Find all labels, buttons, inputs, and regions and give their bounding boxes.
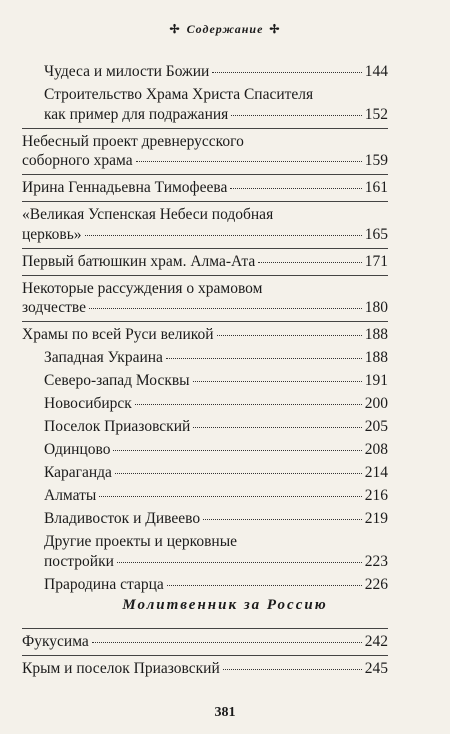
toc-entry-title-line: Поселок Приазовский bbox=[44, 418, 191, 435]
toc-entry-title-line: церковь» bbox=[22, 225, 82, 243]
toc-entry-title-line: Другие проекты и церковные bbox=[44, 533, 238, 550]
toc-entry-title-line: Северо-запад Москвы bbox=[44, 372, 190, 389]
toc-entry-title-line: Караганда bbox=[44, 464, 112, 481]
toc-entry-title-line: «Великая Успенская Небеси подобная bbox=[22, 206, 274, 223]
toc-entry bbox=[22, 321, 388, 345]
toc-page-number: 144 bbox=[364, 63, 388, 80]
dot-leader bbox=[85, 235, 362, 236]
toc-entry bbox=[22, 128, 388, 171]
toc-entry-title-line: Храмы по всей Руси великой bbox=[22, 326, 214, 343]
toc-entry bbox=[22, 628, 388, 652]
toc-page-number: 188 bbox=[364, 349, 388, 366]
toc-entry bbox=[22, 275, 388, 318]
toc-entry bbox=[44, 509, 388, 529]
toc-page-number: 165 bbox=[364, 225, 388, 243]
toc-page-number: 205 bbox=[364, 418, 388, 435]
toc-entry bbox=[44, 85, 388, 124]
running-head bbox=[0, 22, 450, 37]
toc-entry-title-line: Одинцово bbox=[44, 441, 111, 458]
dot-leader bbox=[217, 335, 362, 336]
toc-page-number: 219 bbox=[364, 510, 388, 527]
toc-page-number: 208 bbox=[364, 441, 388, 458]
toc-page-number: 242 bbox=[364, 633, 388, 650]
toc-entry bbox=[44, 348, 388, 368]
toc-page-number: 191 bbox=[364, 372, 388, 389]
toc-entry-title-line: Фукусима bbox=[22, 633, 89, 650]
dot-leader bbox=[166, 358, 362, 359]
toc-entry-title-line: Алматы bbox=[44, 487, 97, 504]
toc-entry-title-line: постройки bbox=[44, 552, 114, 570]
toc-entry bbox=[44, 371, 388, 391]
toc-entry bbox=[44, 417, 388, 437]
toc-entry bbox=[44, 575, 388, 595]
toc-page-number: 188 bbox=[364, 326, 388, 343]
dot-leader bbox=[231, 115, 361, 116]
toc-entry bbox=[44, 62, 388, 82]
toc-entry bbox=[22, 201, 388, 244]
dot-leader bbox=[223, 669, 362, 670]
toc-page-number: 245 bbox=[364, 660, 388, 677]
toc-entry-title-line: Некоторые рассуждения о храмовом bbox=[22, 279, 263, 297]
toc-entry-title-line: как пример для подражания bbox=[44, 105, 229, 123]
dot-leader bbox=[167, 585, 362, 586]
table-of-contents-section-2 bbox=[22, 628, 388, 682]
ornament-left-icon: ✢ bbox=[169, 22, 181, 36]
toc-page-number: 214 bbox=[364, 464, 388, 481]
toc-entry bbox=[22, 174, 388, 198]
toc-entry bbox=[44, 394, 388, 414]
page-number: 381 bbox=[214, 705, 236, 720]
toc-entry-title-line: Крым и поселок Приазовский bbox=[22, 660, 220, 677]
dot-leader bbox=[135, 404, 362, 405]
toc-page-number: 223 bbox=[364, 552, 388, 570]
dot-leader bbox=[113, 450, 361, 451]
dot-leader bbox=[212, 72, 361, 73]
toc-entry bbox=[22, 655, 388, 679]
toc-entry-title-line: Строительство Храма Христа Спасителя bbox=[44, 86, 314, 103]
toc-page-number: 159 bbox=[364, 152, 388, 169]
table-of-contents bbox=[22, 62, 388, 598]
toc-page-number: 161 bbox=[364, 179, 388, 196]
toc-entry-title-line: Прародина старца bbox=[44, 575, 164, 593]
toc-page-number: 180 bbox=[364, 299, 388, 316]
dot-leader bbox=[230, 188, 361, 189]
toc-page-number: 152 bbox=[364, 105, 388, 123]
dot-leader bbox=[92, 642, 362, 643]
toc-entry bbox=[44, 463, 388, 483]
toc-entry-title-line: зодчестве bbox=[22, 299, 87, 316]
toc-entry-title-line: Ирина Геннадьевна Тимофеева bbox=[22, 179, 228, 196]
toc-entry-title-line: Владивосток и Дивеево bbox=[44, 510, 201, 527]
toc-entry-title-line: Первый батюшкин храм. Алма-Ата bbox=[22, 252, 256, 270]
dot-leader bbox=[99, 496, 361, 497]
toc-entry-title-line: Западная Украина bbox=[44, 349, 163, 366]
toc-entry-title-line: Новосибирск bbox=[44, 395, 132, 412]
toc-entry-title-line: Чудеса и милости Божии bbox=[44, 63, 210, 80]
toc-entry bbox=[44, 486, 388, 506]
dot-leader bbox=[136, 161, 362, 162]
toc-page-number: 200 bbox=[364, 395, 388, 412]
dot-leader bbox=[117, 562, 362, 563]
dot-leader bbox=[193, 427, 361, 428]
toc-entry bbox=[44, 532, 388, 571]
ornament-right-icon: ✢ bbox=[269, 22, 281, 36]
toc-entry bbox=[22, 248, 388, 272]
toc-page-number: 216 bbox=[364, 487, 388, 504]
toc-entry bbox=[44, 440, 388, 460]
dot-leader bbox=[89, 308, 362, 309]
toc-entry-title-line: Небесный проект древнерусского bbox=[22, 132, 244, 150]
dot-leader bbox=[193, 381, 362, 382]
toc-entry-title-line: соборного храма bbox=[22, 152, 133, 169]
toc-page-number: 226 bbox=[364, 575, 388, 593]
running-head-title: Содержание bbox=[186, 22, 264, 36]
dot-leader bbox=[258, 262, 362, 263]
section-heading: Молитвенник за Россию bbox=[122, 597, 328, 613]
dot-leader bbox=[115, 473, 362, 474]
dot-leader bbox=[203, 519, 362, 520]
toc-page-number: 171 bbox=[364, 252, 388, 270]
